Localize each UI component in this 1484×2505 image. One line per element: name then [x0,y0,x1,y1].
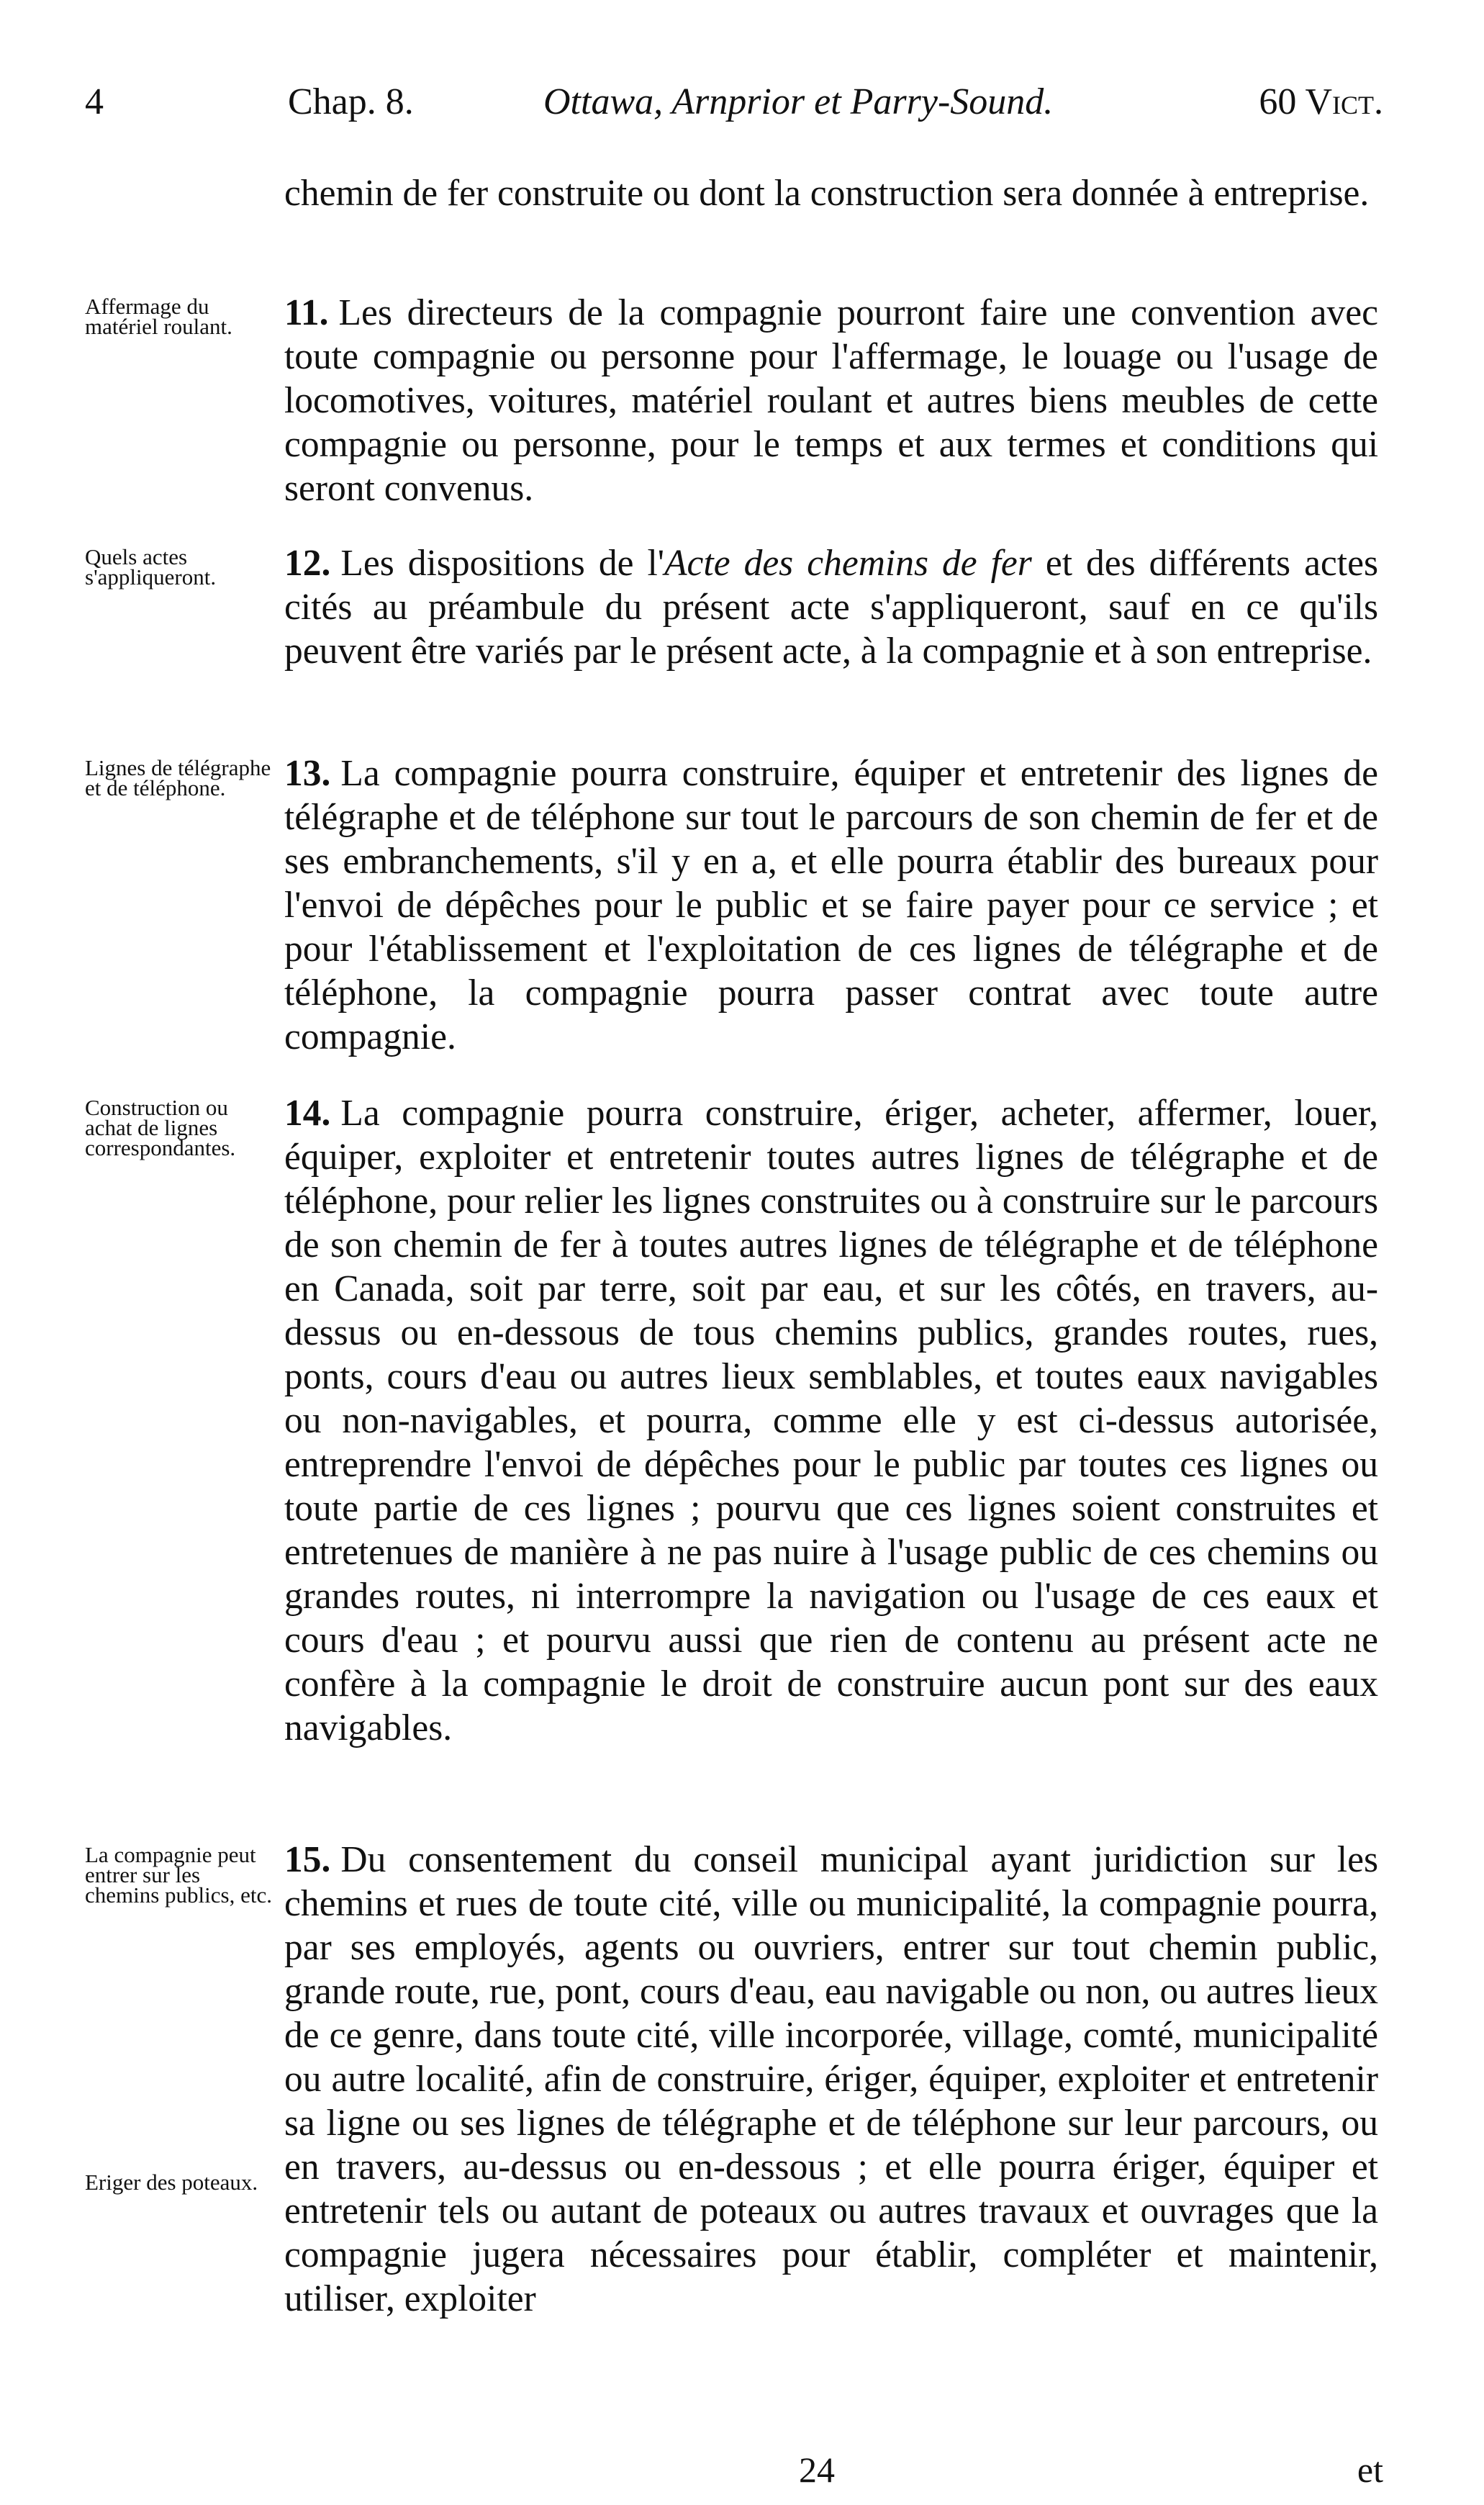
page-number: 4 [85,81,104,122]
margin-note-15: La compagnie peut entrer sur les chemins publics, etc. [85,1842,272,1908]
section-text-after: et des différents actes cités au préambule du présent acte s'appliqueront, sauf en ce qu'ils peuvent être variés par le présent acte, à la compagnie et à son entreprise. [284,543,1378,672]
section-text: La compagnie pourra construire, équiper et entretenir des lignes de télégraphe et de téléphone sur tout le parcours de son chemin de fer et de ses embranchements, s'il y en a, et elle pourra établir des bureaux pour l'envoi de dépêches pour le public et se faire payer pour ce service ; et pour l'établissement et l'exploitation de ces lignes de télégraphe et de téléphone, la compagnie pourra passer contrat avec toute autre compagnie. [284,753,1378,1057]
signature-mark: 24 [799,2450,835,2490]
margin-note-12: Quels actes s'appliqueront. [85,544,217,590]
section-11 [284,291,1378,510]
section-11-paragraph [284,291,1378,510]
intro-paragraph [284,171,1378,215]
margin-note-11: Affermage du matériel roulant. [85,294,232,339]
section-12 [284,541,1378,673]
section-13-paragraph [284,752,1378,1059]
section-number: 13. [284,753,331,794]
section-13 [284,752,1378,1059]
intro-text: chemin de fer construite ou dont la construction sera donnée à entreprise. [284,173,1370,214]
chapter-label: Chap. 8. [288,81,414,122]
section-text-before: Les dispositions de l' [340,543,665,584]
margin-note-13: Lignes de télégraphe et de téléphone. [85,755,271,800]
section-number: 14. [284,1093,331,1134]
section-14 [284,1091,1378,1750]
section-15-paragraph [284,1838,1378,2321]
section-15 [284,1838,1378,2321]
section-12-paragraph [284,541,1378,673]
regnal-year: 60 Vict. [1259,81,1383,122]
section-number: 15. [284,1839,331,1880]
section-text: La compagnie pourra construire, ériger, acheter, affermer, louer, équiper, exploiter et entretenir toutes autres lignes de télégraphe et de téléphone, pour relier les lignes construites ou à construire sur le parcours de son chemin de fer à toutes autres lignes de télégraphe et de téléphone en Canada, soit par terre, soit par eau, et sur les côtés, en travers, au-dessus ou en-dessous de tous chemins publics, grandes routes, rues, ponts, cours d'eau ou autres lieux semblables, et toutes eaux navigables ou non-navigables, et pourra, comme elle y est ci-dessus autorisée, entreprendre l'envoi de dépêches pour le public par toutes ces lignes ou toute partie de ces lignes ; pourvu que ces lignes soient construites et entretenues de manière à ne pas nuire à l'usage public de ces chemins ou grandes routes, ni interrompre la navigation ou l'usage de ces eaux et cours d'eau ; et pourvu aussi que rien de contenu au présent acte ne confère à la compagnie le droit de construire aucun pont sur des eaux navigables. [284,1093,1378,1748]
catchword: et [1357,2450,1383,2490]
section-number: 11. [284,292,329,333]
margin-note-15-poteaux: Eriger des poteaux. [85,2170,258,2195]
section-text: Du consentement du conseil municipal ayant juridiction sur les chemins et rues de toute cité, ville ou municipalité, la compagnie pourra, par ses employés, agents ou ouvriers, entrer sur tout chemin public, grande route, rue, pont, cours d'eau, eau navigable ou non, ou autres lieux de ce genre, dans toute cité, ville incorporée, village, comté, municipalité ou autre localité, afin de construire, ériger, équiper, exploiter et entretenir sa ligne ou ses lignes de télégraphe et de téléphone sur leur parcours, ou en travers, au-dessus ou en-dessous ; et elle pourra ériger, équiper et entretenir tels ou autant de poteaux ou autres travaux et ouvrages que la compagnie jugera nécessaires pour établir, compléter et maintenir, utiliser, exploiter [284,1839,1378,2319]
running-title: Ottawa, Arnprior et Parry-Sound. [543,81,1054,122]
section-text: Les directeurs de la compagnie pourront faire une convention avec toute compagnie ou personne pour l'affermage, le louage ou l'usage de locomotives, voitures, matériel roulant et autres biens meubles de cette compagnie ou personne, pour le temps et aux termes et conditions qui seront convenus. [284,292,1378,509]
margin-note-14: Construction ou achat de lignes correspondantes. [85,1095,236,1160]
section-14-paragraph [284,1091,1378,1750]
section-number: 12. [284,543,331,584]
act-title: Acte des chemins de fer [664,543,1032,584]
